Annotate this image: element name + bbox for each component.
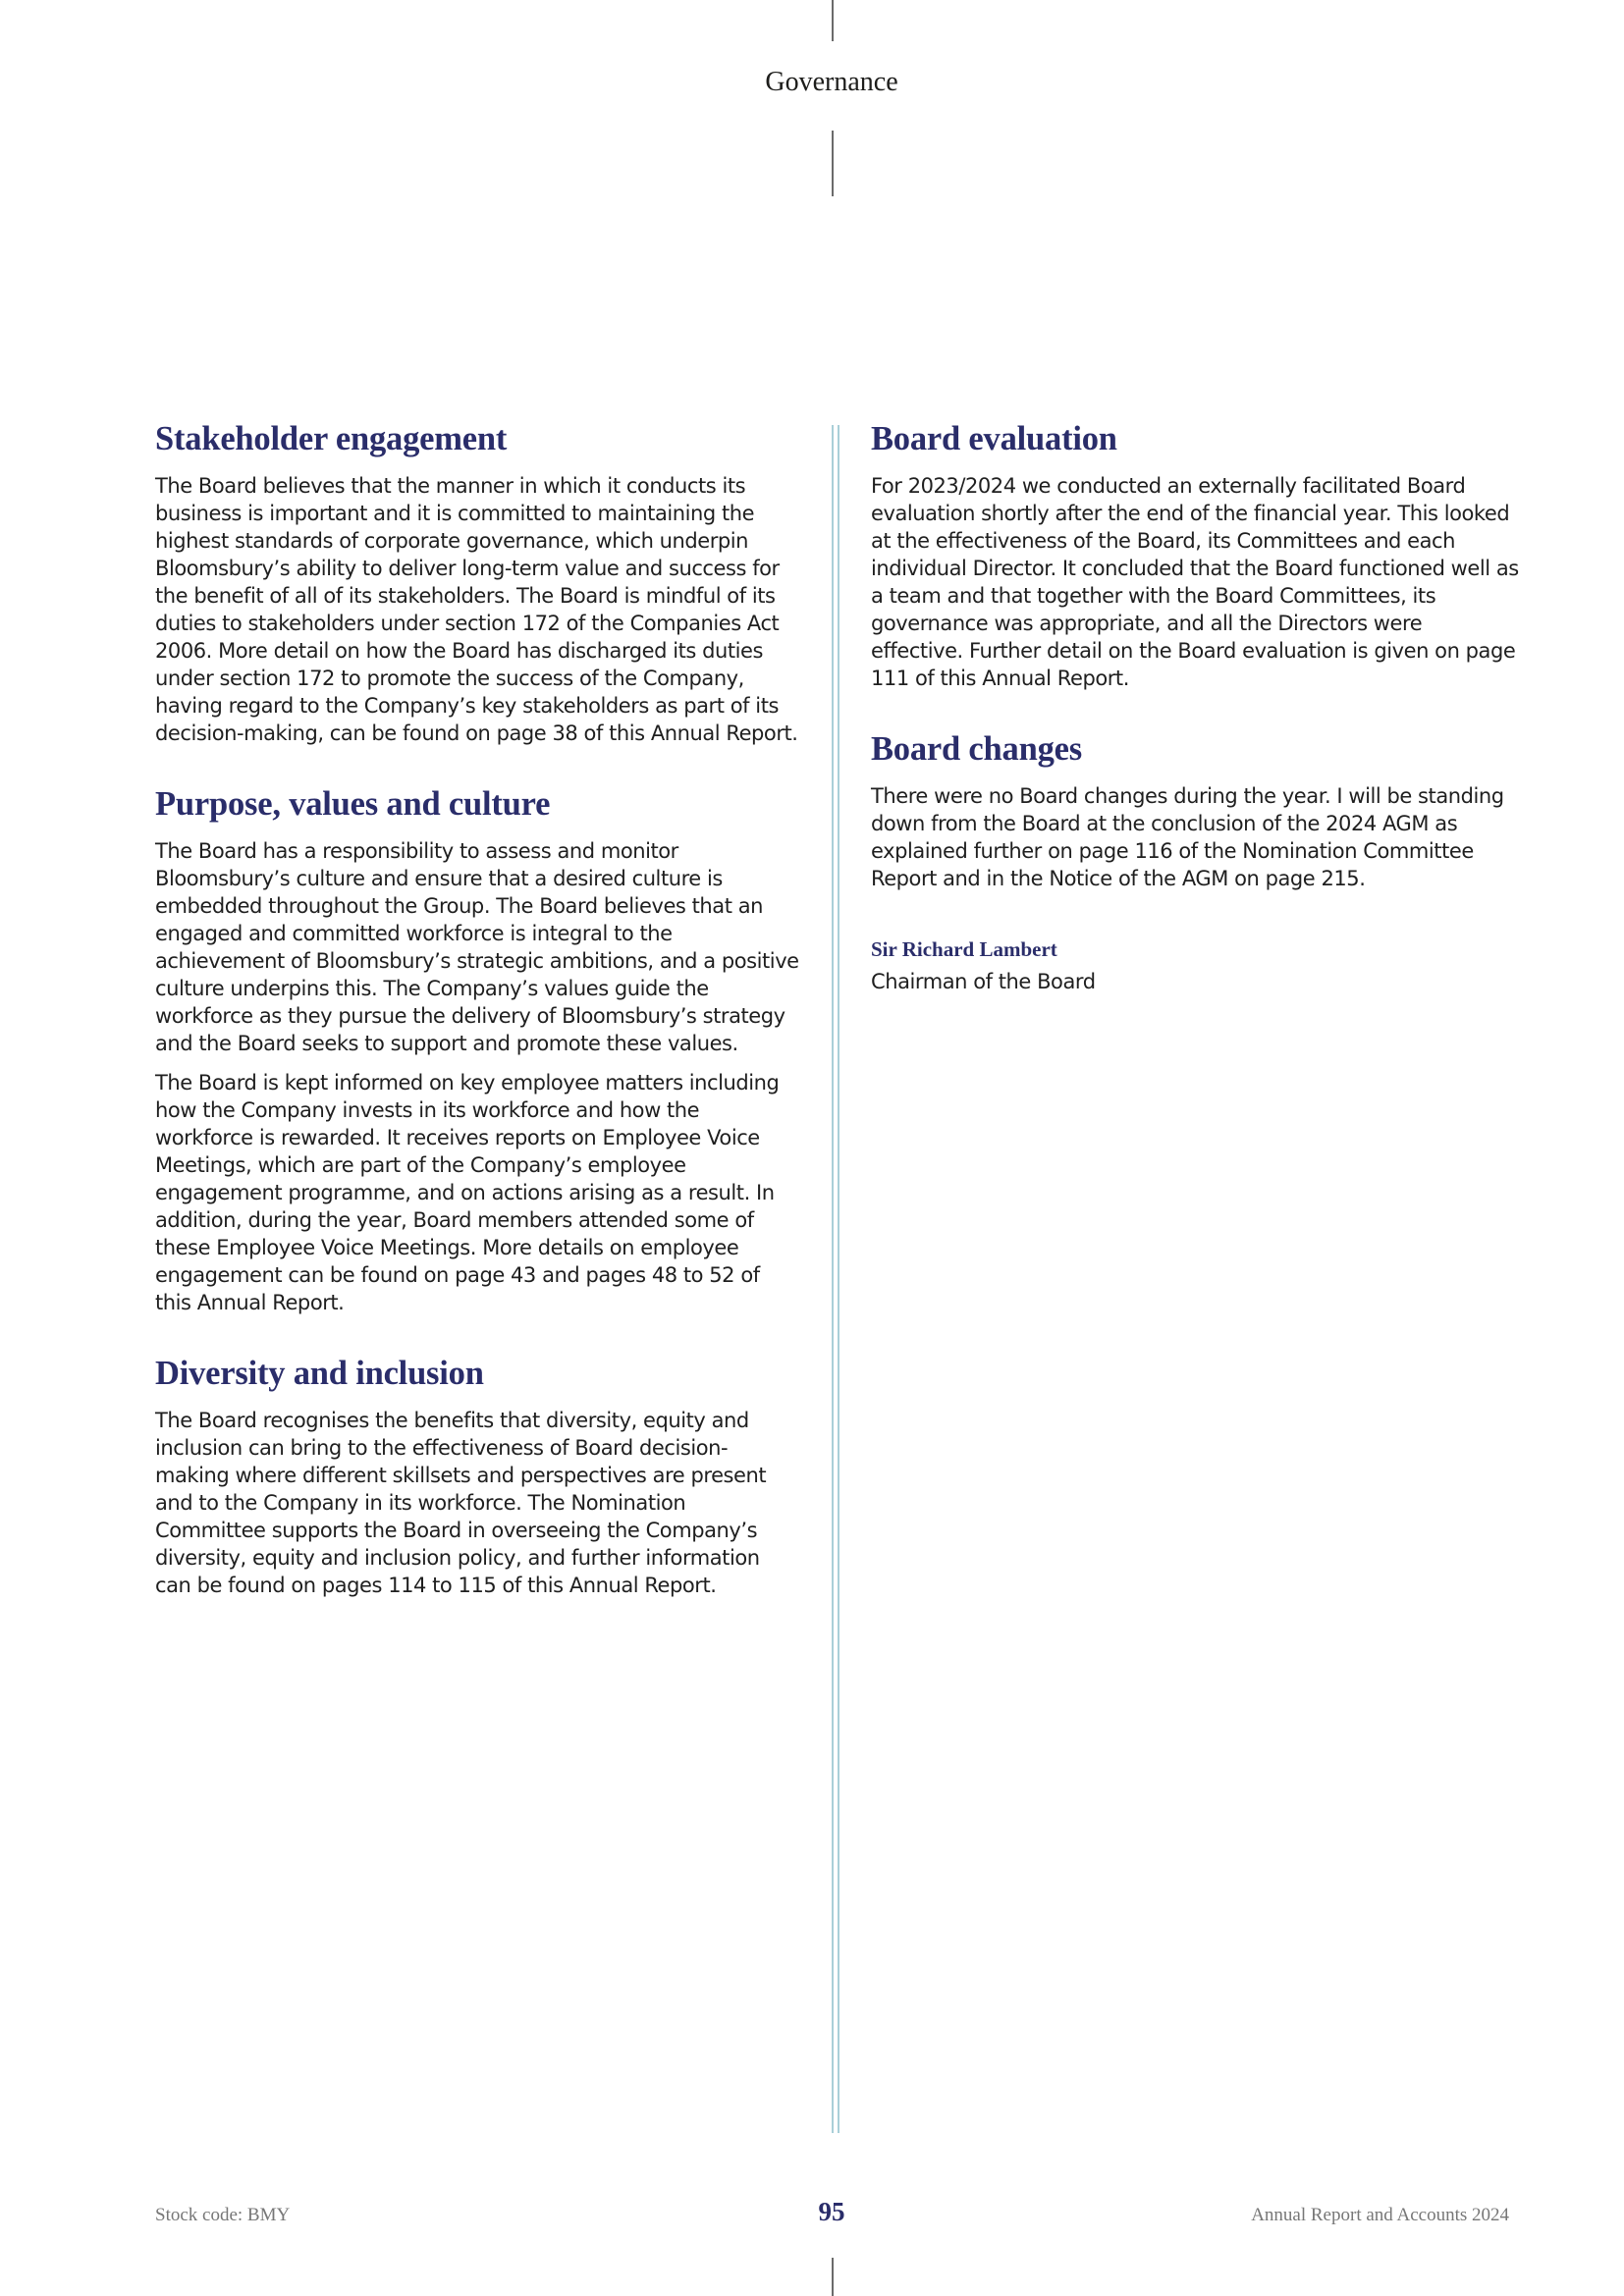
section-heading: Board evaluation [871,420,1117,457]
section-heading: Stakeholder engagement [155,420,508,457]
section-stakeholder-engagement [155,415,799,747]
section-board-changes [871,725,1519,892]
body-paragraph: The Board believes that the manner in which it conducts its business is important and it is committed to maintaining the highest standards of corporate governance, which underpin Bloomsbury’s ability to deliver long-term value and success for the benefit of all of its stakeholders. The Board is mindful of its duties to stakeholders under section 172 of the Companies Act 2006. More detail on how the Board has discharged its duties under section 172 to promote the success of the Company, having regard to the Company’s key stakeholders as part of its decision-making, can be found on page 38 of this Annual Report. [155,474,798,745]
section-purpose-values-culture [155,780,799,1316]
body-paragraph: For 2023/2024 we conducted an externally facilitated Board evaluation shortly after the end of the financial year. This looked at the effectiveness of the Board, its Committees and each individual Director. It concluded that the Board functioned well as a team and that together with the Board Committees, its governance was appropriate, and all the Directors were effective. Further detail on the Board evaluation is given on page 111 of this Annual Report. [871,474,1519,690]
left-column [155,415,799,1632]
page-number: 95 [818,2197,845,2226]
top-rule [832,0,834,41]
bottom-rule [832,2258,834,2296]
column-divider [832,425,834,2133]
section-title: Governance [765,67,898,97]
column-divider [838,425,839,2133]
section-heading: Board changes [871,730,1082,768]
right-column [871,415,1519,995]
section-heading: Diversity and inclusion [155,1355,484,1392]
section-diversity-inclusion [155,1350,799,1599]
section-board-evaluation [871,415,1519,692]
signatory-name: Sir Richard Lambert [871,937,1057,961]
footer-report-title: Annual Report and Accounts 2024 [1251,2205,1509,2225]
header-rule [832,131,834,196]
body-paragraph: The Board recognises the benefits that diversity, equity and inclusion can bring to the effectiveness of Board decision-making where different skillsets and perspectives are present and to the Company in its workforce. The Nomination Committee supports the Board in overseeing the Company’s diversity, equity and inclusion policy, and further information can be found on pages 114 to 115 of this Annual Report. [155,1409,767,1597]
section-heading: Purpose, values and culture [155,785,551,823]
body-paragraph: The Board is kept informed on key employee matters including how the Company invests in its workforce and how the workforce is rewarded. It receives reports on Employee Voice Meetings, which are part of the Company’s employee engagement programme, and on actions arising as a result. In addition, during the year, Board members attended some of these Employee Voice Meetings. More details on employee engagement can be found on page 43 and pages 48 to 52 of this Annual Report. [155,1071,780,1314]
body-paragraph: There were no Board changes during the year. I will be standing down from the Board at the conclusion of the 2024 AGM as explained further on page 116 of the Nomination Committee Report and in the Notice of the AGM on page 215. [871,784,1504,890]
signatory-role: Chairman of the Board [871,970,1096,993]
body-paragraph: The Board has a responsibility to assess and monitor Bloomsbury’s culture and ensure that a desired culture is embedded throughout the Group. The Board believes that an engaged and committed workforce is integral to the achievement of Bloomsbury’s strategic ambitions, and a positive culture underpins this. The Company’s values guide the workforce as they pursue the delivery of Bloomsbury’s strategy and the Board seeks to support and promote these values. [155,839,799,1055]
footer-stock-code: Stock code: BMY [155,2205,291,2225]
